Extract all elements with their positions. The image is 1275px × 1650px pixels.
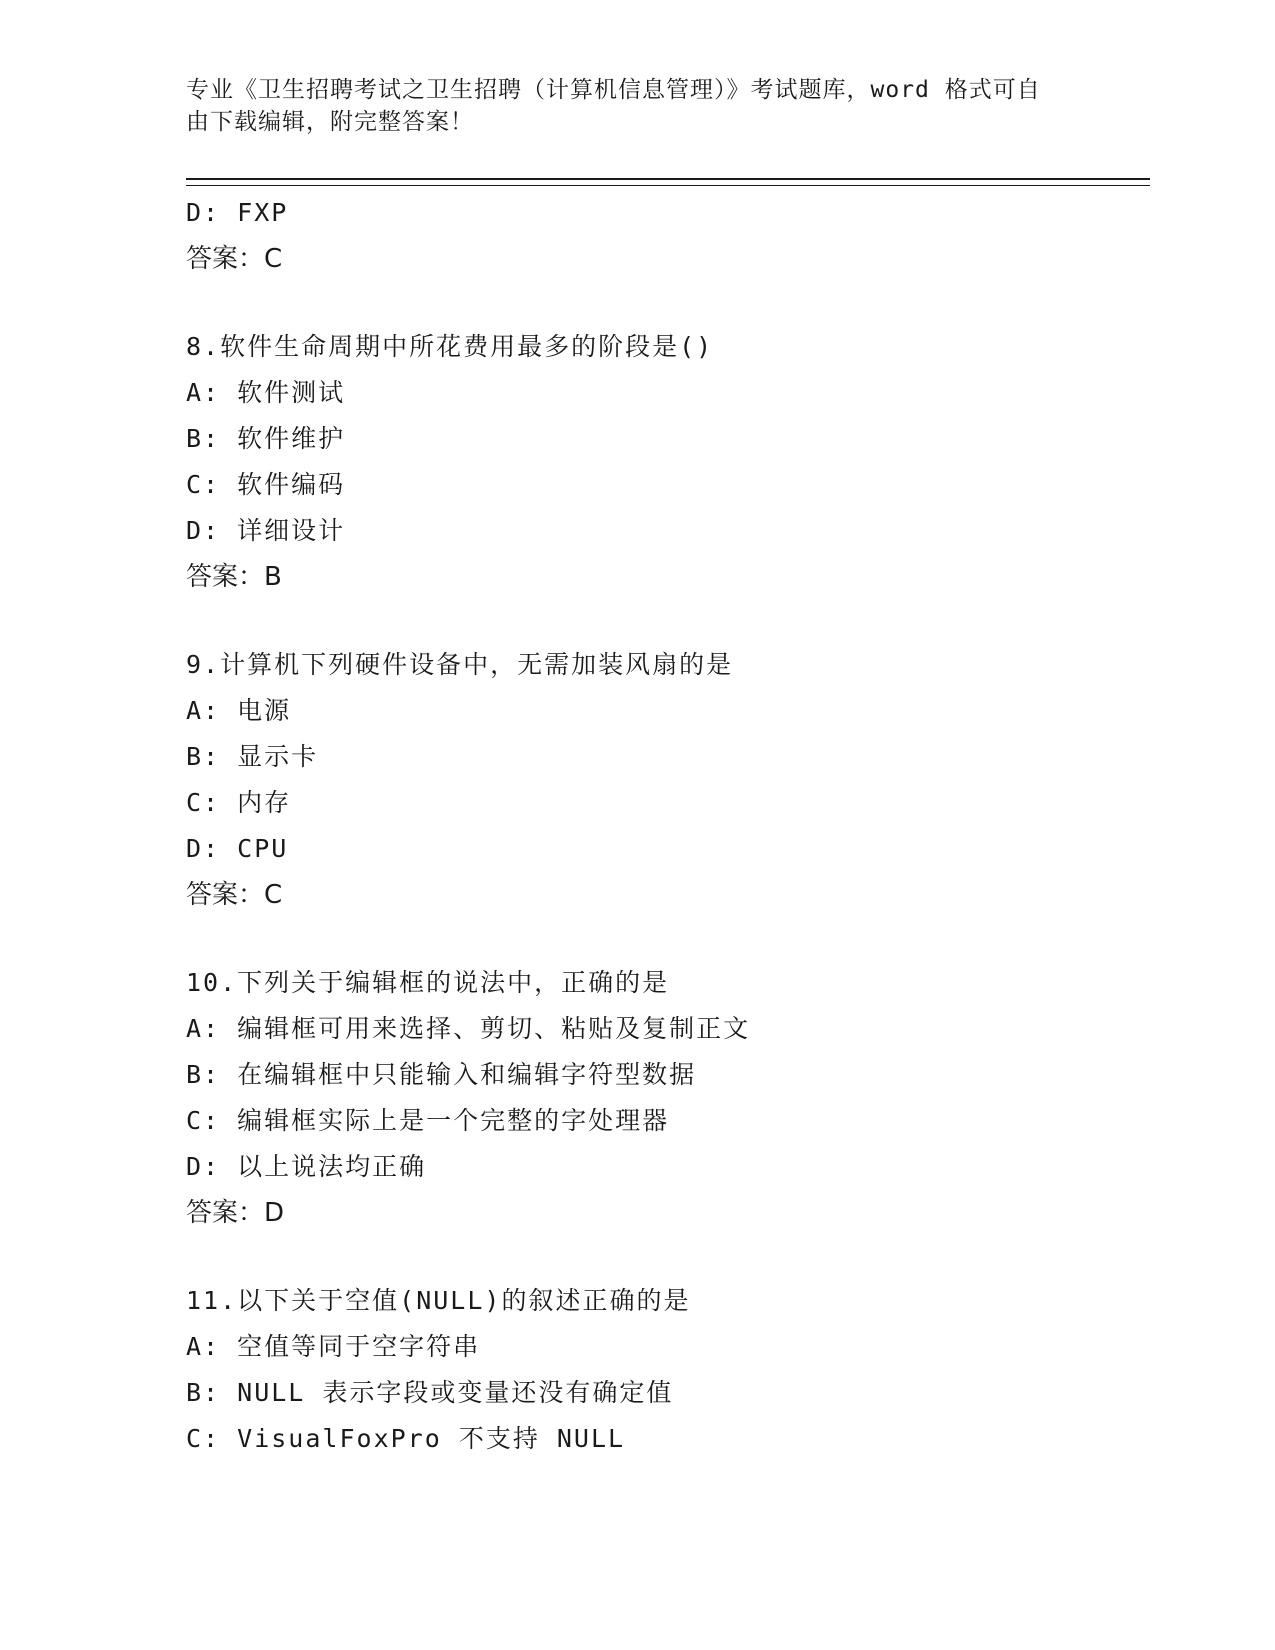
option-b: B: 显示卡 — [186, 742, 319, 771]
option-b: B: 软件维护 — [186, 424, 346, 453]
question-block-9 — [186, 642, 1146, 918]
spacer — [186, 1236, 1146, 1278]
question-block-10 — [186, 960, 1146, 1236]
question-text: 10.下列关于编辑框的说法中，正确的是 — [186, 968, 670, 997]
option-d: D: 详细设计 — [186, 516, 346, 545]
answer-line: 答案：C — [186, 880, 283, 910]
question-block-prev — [186, 190, 1146, 282]
option-c: C: 内存 — [186, 788, 292, 817]
spacer — [186, 918, 1146, 960]
answer-line: 答案：B — [186, 562, 282, 592]
question-block-11 — [186, 1278, 1146, 1462]
option-a: A: 空值等同于空字符串 — [186, 1332, 481, 1361]
option-b: B: 在编辑框中只能输入和编辑字符型数据 — [186, 1060, 697, 1089]
question-text: 9.计算机下列硬件设备中，无需加装风扇的是 — [186, 650, 734, 679]
question-text: 8.软件生命周期中所花费用最多的阶段是() — [186, 332, 714, 361]
option-c: C: 软件编码 — [186, 470, 346, 499]
option-d: D: CPU — [186, 834, 289, 863]
document-body — [186, 190, 1146, 1462]
option-d: D: 以上说法均正确 — [186, 1152, 427, 1181]
header-divider — [186, 178, 1150, 186]
question-text: 11.以下关于空值(NULL)的叙述正确的是 — [186, 1286, 691, 1315]
spacer — [186, 600, 1146, 642]
option-b: B: NULL 表示字段或变量还没有确定值 — [186, 1378, 674, 1407]
question-block-8 — [186, 324, 1146, 600]
answer-line: 答案：C — [186, 244, 283, 274]
option-a: A: 软件测试 — [186, 378, 346, 407]
option-c: C: 编辑框实际上是一个完整的字处理器 — [186, 1106, 670, 1135]
option-d: D: FXP — [186, 198, 289, 227]
header-line-1: 专业《卫生招聘考试之卫生招聘（计算机信息管理）》考试题库，word 格式可自 — [186, 77, 1041, 103]
option-a: A: 编辑框可用来选择、剪切、粘贴及复制正文 — [186, 1014, 751, 1043]
option-a: A: 电源 — [186, 696, 292, 725]
spacer — [186, 282, 1146, 324]
answer-line: 答案：D — [186, 1198, 285, 1228]
option-c: C: VisualFoxPro 不支持 NULL — [186, 1424, 626, 1453]
page-header — [186, 74, 1066, 138]
header-line-2: 由下载编辑，附完整答案！ — [186, 109, 474, 135]
